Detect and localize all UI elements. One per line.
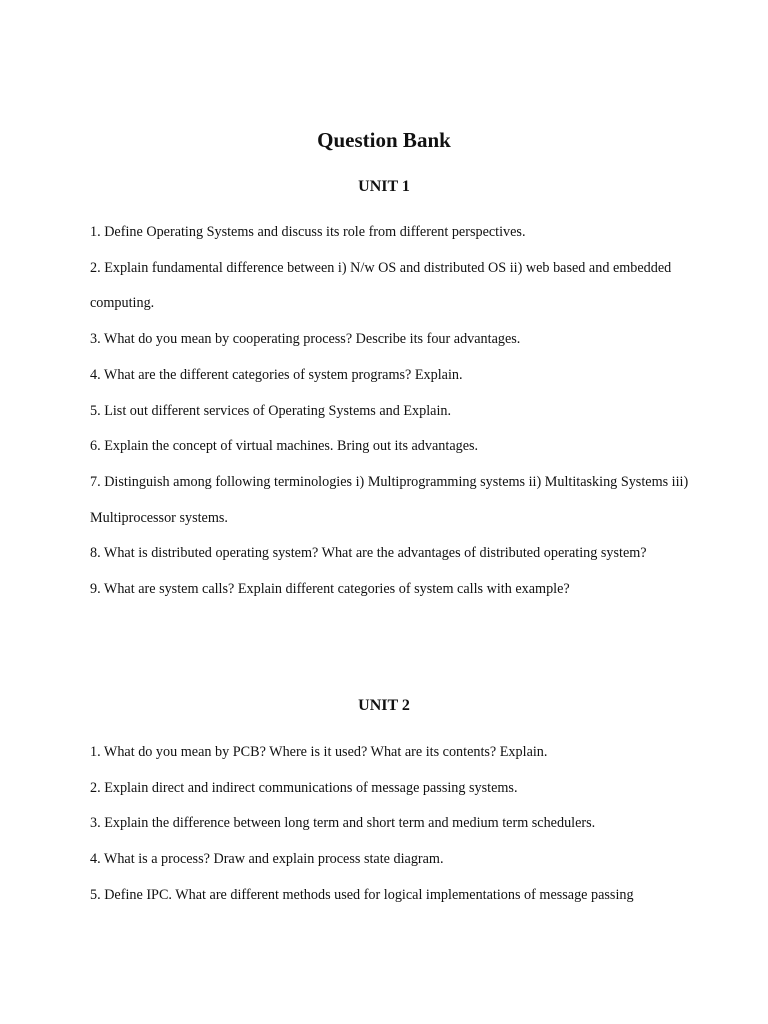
- question-item: 7. Distinguish among following terminologies i) Multiprogramming systems ii) Multitasking Systems iii) Multiprocessor systems.: [90, 473, 689, 526]
- question-item: 9. What are system calls? Explain different categories of system calls with example?: [90, 581, 570, 598]
- question-item: 4. What is a process? Draw and explain process state diagram.: [90, 851, 444, 868]
- unit-2-question-list: [90, 735, 690, 914]
- question-item: 1. What do you mean by PCB? Where is it used? What are its contents? Explain.: [90, 744, 548, 760]
- page-title: Question Bank: [317, 128, 451, 152]
- question-item: 1. Define Operating Systems and discuss its role from different perspectives.: [90, 224, 526, 240]
- question-item: 2. Explain fundamental difference between i) N/w OS and distributed OS ii) web based and embedded computing.: [90, 259, 672, 312]
- question-item: 6. Explain the concept of virtual machines. Bring out its advantages.: [90, 438, 479, 455]
- unit-1-question-list: [90, 215, 690, 608]
- question-item: 4. What are the different categories of system programs? Explain.: [90, 366, 463, 383]
- question-item: 2. Explain direct and indirect communications of message passing systems.: [90, 779, 518, 796]
- unit-2-heading: UNIT 2: [358, 697, 410, 714]
- unit-1-heading: UNIT 1: [358, 178, 410, 195]
- question-item: 8. What is distributed operating system? What are the advantages of distributed operating system?: [90, 545, 647, 562]
- question-item: 5. List out different services of Operating Systems and Explain.: [90, 402, 452, 419]
- question-item: 3. What do you mean by cooperating process? Describe its four advantages.: [90, 331, 521, 348]
- question-item: 3. Explain the difference between long term and short term and medium term schedulers.: [90, 815, 596, 832]
- question-item: 5. Define IPC. What are different methods used for logical implementations of message passing: [90, 886, 634, 903]
